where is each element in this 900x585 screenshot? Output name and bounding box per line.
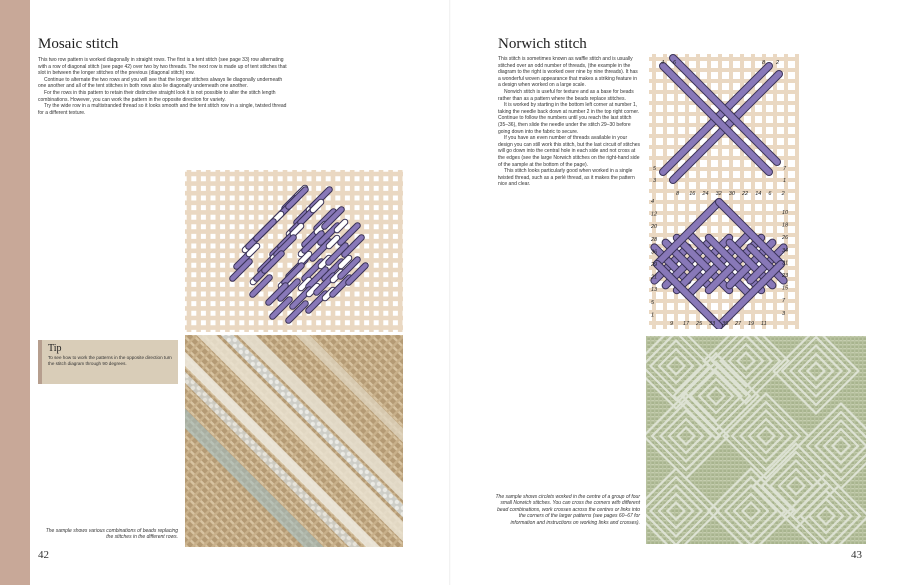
diagram-number-label: 6 xyxy=(673,60,677,66)
norwich-paragraph: It is worked by starting in the bottom left corner at number 1, taking the needle back down at number 2 in the top right corner. Continue to follow the numbers until you reach the last stitch (35–36), then slide the needle under the stitch 29–30 before going down into the fabric to secure. xyxy=(498,102,640,135)
diagram-number-label: 13 xyxy=(651,287,658,294)
norwich-paragraph: This stitch looks particularly good when worked in a single twisted thread, such as a perlé thread, as it makes the pattern nice and clear. xyxy=(498,168,635,188)
diagram-number-label: 18 xyxy=(782,222,789,229)
diagram-number-label: 30 xyxy=(728,191,735,197)
diagram-number-label: 28 xyxy=(651,236,658,243)
norwich-paragraph: This stitch is sometimes known as waffle stitch and is usually stitched over an odd number of threads, (the example in the diagram to the right is worked over nine by nine threads). It has a wonderful woven appearance that makes a striking feature in a design when worked on a large scale. xyxy=(498,56,638,89)
diagram-number-label: 11 xyxy=(761,321,767,327)
diagram-number-label: 23 xyxy=(782,273,789,279)
mosaic-paragraph: For the rows in this pattern to retain their distinctive straight look it is not possible to alter the stitch length combinations. However, you can work the pattern in the opposite direction for variety. xyxy=(38,89,276,103)
diagram-number-label: 19 xyxy=(748,321,755,327)
mosaic-beaded-sample-photo xyxy=(185,335,403,547)
diagram-number-label: 14 xyxy=(755,191,762,197)
diagram-number-label: 17 xyxy=(683,321,690,327)
diagram-number-label: 7 xyxy=(783,166,787,172)
diagram-number-label: 6 xyxy=(768,191,772,197)
diagram-number-label: 1 xyxy=(651,312,655,319)
diagram-number-label: 29 xyxy=(651,262,658,268)
tip-text: To see how to work the patterns in the opposite direction turn the stitch diagram through 90 degrees. xyxy=(48,355,172,366)
diagram-number-label: 2 xyxy=(781,191,785,197)
diagram-number-label: 32 xyxy=(715,191,722,197)
diagram-number-label: 20 xyxy=(651,224,658,231)
mosaic-sample-caption: The sample shows various combinations of beads replacing the stitches in the different rows. xyxy=(45,528,178,541)
diagram-number-label: 15 xyxy=(782,285,789,292)
diagram-number-label: 5 xyxy=(653,166,657,172)
diagram-number-label: 8 xyxy=(762,60,766,66)
diagram-number-label: 12 xyxy=(651,211,658,218)
tip-heading: Tip xyxy=(48,343,62,354)
diagram-number-label: 31 xyxy=(782,260,789,267)
diagram-number-label: 3 xyxy=(653,178,657,184)
book-spine-edge xyxy=(0,0,30,585)
diagram-number-label: 9 xyxy=(670,321,674,327)
page-gutter xyxy=(449,0,451,585)
diagram-number-label: 26 xyxy=(782,235,789,242)
diagram-number-label: 10 xyxy=(782,210,789,216)
diagram-number-label: 21 xyxy=(651,274,658,281)
diagram-number-label: 36 xyxy=(651,249,658,256)
norwich-stitch-title: Norwich stitch xyxy=(498,36,587,52)
diagram-number-label: 4 xyxy=(651,199,655,205)
norwich-body-text xyxy=(498,56,640,188)
diagram-number-label: 2 xyxy=(776,60,780,66)
diagram-number-label: 35 xyxy=(722,321,729,327)
mosaic-stitch-title: Mosaic stitch xyxy=(38,36,119,52)
mosaic-body-text xyxy=(38,57,288,116)
diagram-number-label: 8 xyxy=(676,191,680,197)
diagram-number-label: 1 xyxy=(783,178,787,184)
norwich-stitch-diagram xyxy=(649,54,799,329)
diagram-number-label: 22 xyxy=(742,191,749,197)
diagram-number-label: 7 xyxy=(782,298,786,305)
mosaic-paragraph: This two row pattern is worked diagonally in straight rows. The first is a tent stitch (see page 33) row alternating with a row of diagonal stitch (see page 42) over two by two threads. The next row is made up of tent stitches that slot in between the longer stitches of the previous (diagonal stitch) row. xyxy=(38,57,287,77)
diagram-number-label: 5 xyxy=(651,299,655,306)
diagram-number-label: 16 xyxy=(689,191,696,197)
diagram-number-label: 34 xyxy=(782,247,789,254)
page-number-right: 43 xyxy=(851,549,862,561)
diagram-number-label: 25 xyxy=(696,321,703,327)
norwich-sample-caption: The sample shows circlets worked in the centre of a group of four small Norwich stitches. You can cross the corners with different bead combinations, work crosses across the centres or links into the corners of the larger patterns (see pages 60–67 for information and instructions on working links and crosses). xyxy=(495,494,640,526)
tip-box xyxy=(38,340,178,384)
norwich-paragraph: Norwich stitch is useful for texture and as a base for beads rather than as a pattern where the beads replace stitches. xyxy=(498,88,634,102)
mosaic-paragraph: Try the wide row in a multistranded thread so it looks smooth and the tent stitch row in a single, twisted thread for a different texture. xyxy=(38,103,287,116)
page-number-left: 42 xyxy=(38,549,49,561)
diagram-number-label: 27 xyxy=(735,321,742,327)
diagram-number-label: 3 xyxy=(782,310,786,317)
norwich-paragraph: If you have an even number of threads available in your design you can still work this stitch, but the last circuit of stitches will go down into the central hole in each side and not cross at the edges (see the large Norwich stitches on the right-hand side of the sample at the bottom of the page). xyxy=(498,135,641,168)
diagram-number-label: 4 xyxy=(661,60,665,66)
diagram-number-label: 24 xyxy=(702,191,709,197)
diagram-number-label: 33 xyxy=(709,321,716,327)
mosaic-stitch-diagram xyxy=(185,170,403,332)
norwich-beaded-sample-photo xyxy=(646,336,866,544)
mosaic-paragraph: Continue to alternate the two rows and you will see that the longer stitches always lie diagonally underneath one another and all of the tent stitches in both rows also lie diagonally underneath one another. xyxy=(38,76,283,90)
